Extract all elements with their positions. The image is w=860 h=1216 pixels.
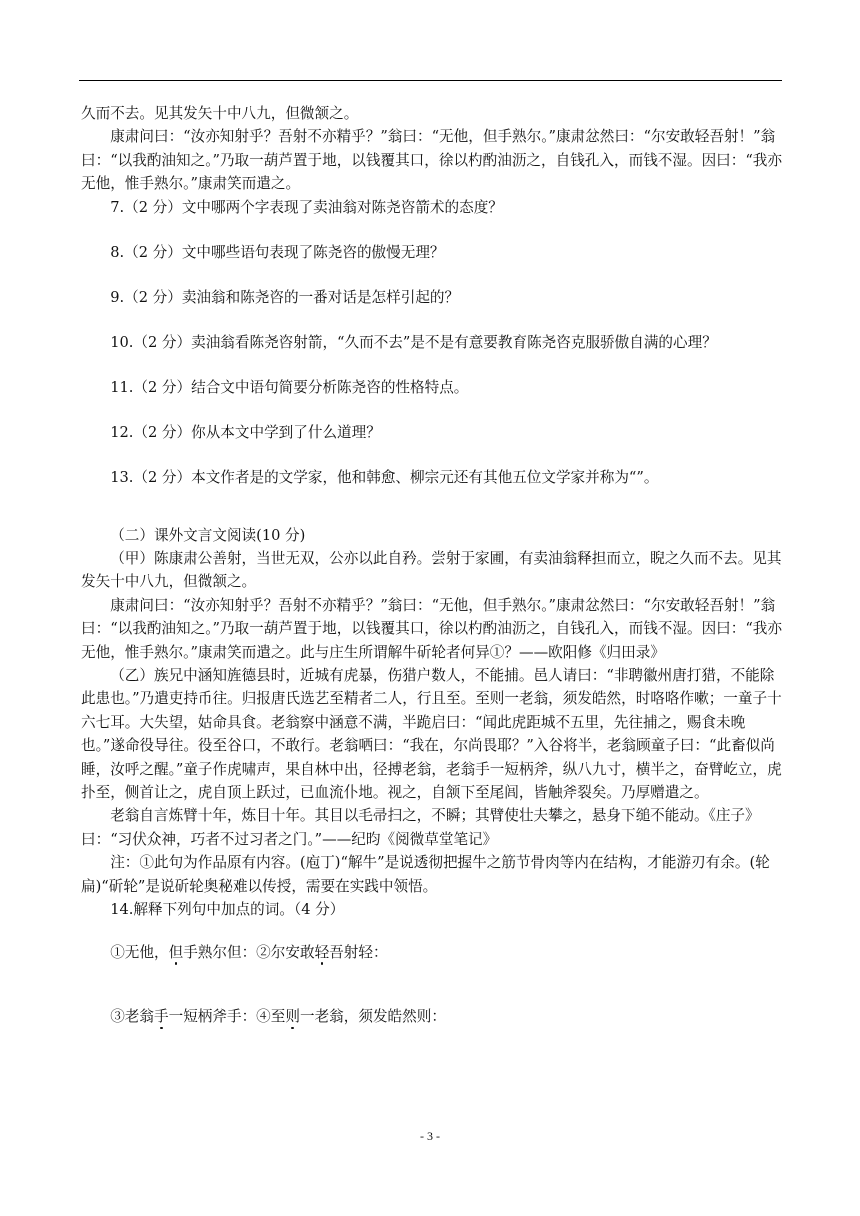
passage-yi-1: （乙）族兄中涵知旌德县时，近城有虎暴，伤猎户数人，不能捕。邑人请曰：“非聘徽州唐打猎，不能除此患也。”乃遣吏持币往。归报唐氏选艺至精者二人，行且至。至则一老翁，须发皓然，时咯咯作嗽；一童子十六七耳。大失望，姑命具食。老翁察中涵意不满，半跪启曰：“闻此虎距城不五里，先往捕之，赐食未晚也。”遂命役导往。役至谷口，不敢行。老翁哂曰：“我在，尔尚畏耶？”入谷将半，老翁顾童子曰：“此畜似尚睡，汝呼之醒。”童子作虎啸声，果自林中出，径搏老翁，老翁手一短柄斧，纵八九寸，横半之，奋臂屹立，虎扑至，侧首让之，虎自顶上跃过，已血流仆地。视之，自颔下至尾闾，皆触斧裂矣。乃厚赠遣之。	[81, 667, 782, 802]
passage-jia-2: 康肃问曰：“汝亦知射乎？吾射不亦精乎？”翁曰：“无他，但手熟尔。”康肃忿然曰：“尔安敢轻吾射！”翁曰：“以我酌油知之。”乃取一葫芦置于地，以钱覆其口，徐以杓酌油沥之，自钱孔入，而钱不湿。因曰：“我亦无他，惟手熟尔。”康肃笑而遣之。此与庄生所谓解牛斫轮者何异①？——欧阳修《归田录》	[81, 596, 782, 661]
passage-line: 久而不去。见其发矢十中八九，但微颔之。	[81, 105, 359, 122]
footnote: 注：①此句为作品原有内容。(庖丁)“解牛”是说透彻把握牛之筋节骨肉等内在结构，才能游刃有余。(轮扁)“斫轮”是说斫轮奥秘难以传授，需要在实践中领悟。	[81, 854, 770, 895]
item-4-prefix: ④至	[256, 1008, 286, 1026]
question-14-row-2	[81, 1005, 782, 1028]
question-14-row-1	[81, 941, 782, 964]
passage-jia-1: （甲）陈康肃公善射，当世无双，公亦以此自矜。尝射于家圃，有卖油翁释担而立，睨之久而不去。见其发矢十中八九，但微颔之。	[81, 550, 782, 591]
item-3-dotted-word: 手	[153, 1008, 169, 1026]
question-13: 13.（2 分）本文作者是的文学家，他和韩愈、柳宗元还有其他五位文学家并称为“”。	[110, 469, 659, 487]
header-rule	[79, 80, 782, 81]
question-10: 10.（2 分）卖油翁看陈尧咨射箭，“久而不去”是不是有意要教育陈尧咨克服骄傲自满的心理？	[110, 333, 717, 351]
question-7: 7.（2 分）文中哪两个字表现了卖油翁对陈尧咨箭术的态度？	[110, 198, 503, 216]
item-4-dotted-word: 则	[285, 1008, 300, 1026]
page-body	[81, 102, 782, 1029]
item-1-dotted-word: 但	[168, 944, 184, 961]
question-12: 12.（2 分）你从本文中学到了什么道理？	[110, 424, 381, 442]
section-heading: （二）课外文言文阅读(10 分)	[110, 526, 306, 544]
page-number: - 3 -	[420, 1129, 440, 1143]
item-1-prefix: ①无他，	[110, 944, 169, 961]
question-8: 8.（2 分）文中哪些语句表现了陈尧咨的傲慢无理？	[110, 243, 445, 261]
item-2-dotted-word: 轻	[314, 944, 330, 961]
item-3-prefix: ③老翁	[110, 1008, 154, 1026]
item-1-suffix: 手熟尔但：	[183, 944, 257, 961]
item-2-prefix: ②尔安敢	[256, 944, 315, 961]
question-9: 9.（2 分）卖油翁和陈尧咨的一番对话是怎样引起的？	[110, 288, 460, 306]
item-4-suffix: 一老翁，须发皓然则：	[299, 1008, 446, 1026]
passage-paragraph: 康肃问曰：“汝亦知射乎？吾射不亦精乎？”翁曰：“无他，但手熟尔。”康肃忿然曰：“尔安敢轻吾射！”翁曰：“以我酌油知之。”乃取一葫芦置于地，以钱覆其口，徐以杓酌油沥之，自钱孔入，而钱不湿。因曰：“我亦无他，惟手熟尔。”康肃笑而遣之。	[81, 128, 782, 193]
item-2-suffix: 吾射轻：	[329, 944, 388, 961]
question-11: 11.（2 分）结合文中语句简要分析陈尧咨的性格特点。	[110, 379, 469, 396]
passage-yi-2: 老翁自言炼臂十年，炼目十年。其目以毛帚扫之，不瞬；其臂使壮夫攀之，悬身下缒不能动。《庄子》曰：“习伏众神，巧者不过习者之门。”——纪昀《阅微草堂笔记》	[81, 807, 760, 848]
question-14: 14.解释下列句中加点的词。（4 分）	[110, 901, 345, 919]
item-3-suffix: 一短柄斧手：	[168, 1008, 257, 1026]
